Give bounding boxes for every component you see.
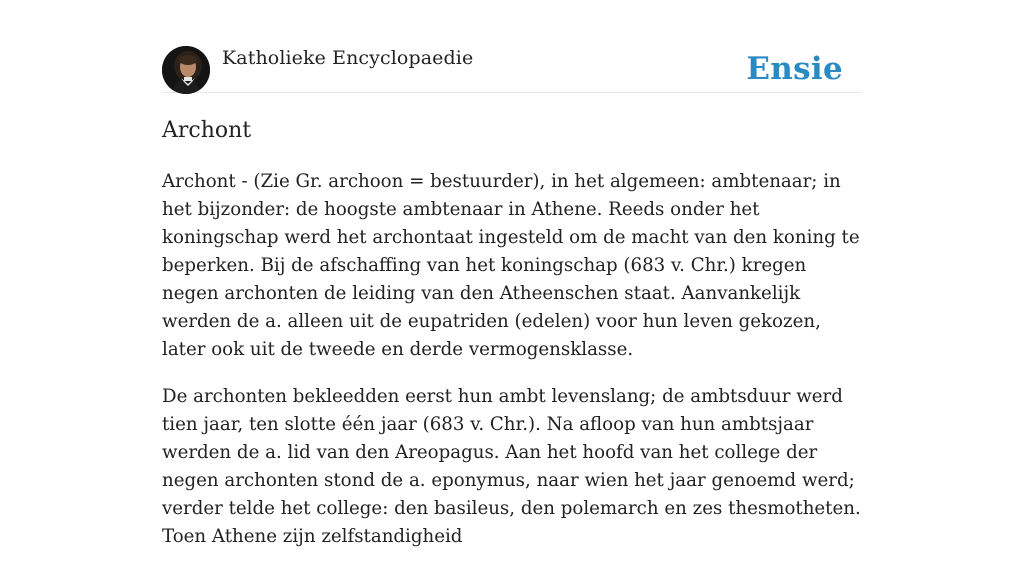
site-header (162, 0, 862, 93)
article-body (162, 168, 862, 570)
article-title: Archont (162, 118, 252, 143)
portrait-avatar-icon[interactable] (162, 46, 210, 94)
brand-logo[interactable]: Ensie (746, 51, 843, 87)
article-paragraph: De archonten bekleedden eerst hun ambt levenslang; de ambtsduur werd tien jaar, ten slotte één jaar (683 v. Chr.). Na afloop van hun ambtsjaar werden de a. lid van den Areopagus. Aan het hoofd van het college der negen archonten stond de a. eponymus, naar wien het jaar genoemd werd; verder telde het college: den basileus, den polemarch en zes thesmotheten. Toen Athene zijn zelfstandigheid (162, 386, 861, 547)
site-title[interactable]: Katholieke Encyclopaedie (222, 47, 474, 69)
article-paragraph: Archont - (Zie Gr. archoon = bestuurder), in het algemeen: ambtenaar; in het bijzonder: de hoogste ambtenaar in Athene. Reeds onder het koningschap werd het archontaat ingesteld om de macht van den koning te beperken. Bij de afschaffing van het koningschap (683 v. Chr.) kregen negen archonten de leiding van den Atheenschen staat. Aanvankelijk werden de a. alleen uit de eupatriden (edelen) voor hun leven gekozen, later ook uit de tweede en derde vermogensklasse. (162, 171, 860, 360)
page (162, 0, 862, 547)
